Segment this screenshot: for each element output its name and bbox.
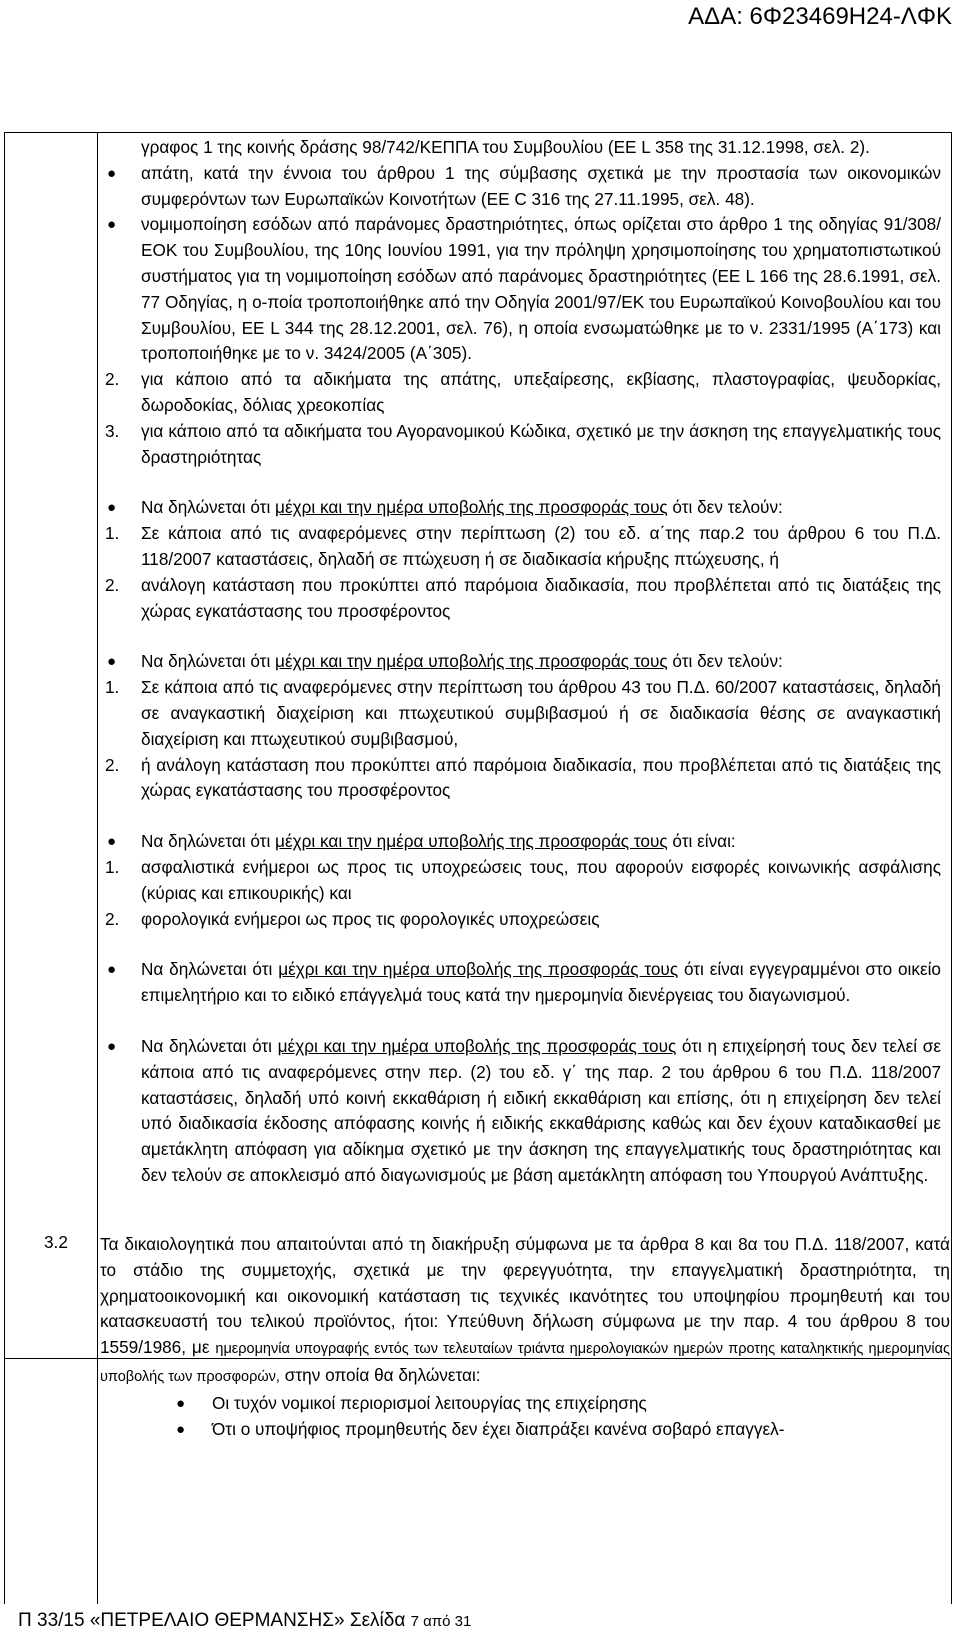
bullet-icon: ● xyxy=(107,833,117,851)
declaration-3-item-2: 2. φορολογικά ενήμεροι ως προς τις φορολογικές υποχρεώσεις xyxy=(105,908,600,929)
declaration-1-item-2: 2. ανάλογη κατάσταση που προκύπτει από παρόμοια διαδικασία, που προβλέπεται από τις διατάξεις της χώρας εγκατάστασης του προσφέροντος xyxy=(105,574,941,621)
section-bullet-legal: ● Οι τυχόν νομικοί περιορισμοί λειτουργίας της επιχείρησης xyxy=(100,1391,950,1417)
section-3-2-paragraph: Τα δικαιολογητικά που απαιτούνται από τη διακήρυξη σύμφωνα με τα άρθρα 8 και 8α του Π.Δ. 118/2007, κατά το στάδιο της συμμετοχής, σχετικά με την φερεγγυότητα, την επαγγελματική δραστηριότητα, τη χρηματοοικονομική και οικονομική κατάσταση τις τεχνικές ικανότητες του υποψηφίου προμηθευτή και του κατασκευαστή του τελικού προϊόντος, ήτοι: Υπεύθυνη δήλωση σύμφωνα με την παρ. 4 του άρθρου 8 του 1559/1986, με ημερομηνία υπογραφής εντός των τελευταίων τριάντα ημερολογιακών ημερών προτης καταληκτικής ημερομηνίας υποβολής των προσφορών, στην οποία θα δηλώνεται: xyxy=(100,1234,950,1385)
declaration-receivership: ● Να δηλώνεται ότι μέχρι και την ημέρα υποβολής της προσφοράς τους ότι δεν τελούν: xyxy=(105,649,941,675)
declaration-1-item-1: 1. Σε κάποια από τις αναφερόμενες στην περίπτωση (2) του εδ. α΄της παρ.2 του άρθρου 6 του Π.Δ. 118/2007 καταστάσεις, δηλαδή σε πτώχευση ή σε διαδικασία κήρυξης πτώχευσης, ή xyxy=(105,523,941,569)
continuation-paragraph: γραφος 1 της κοινής δράσης 98/742/ΚΕΠΠΑ του Συμβουλίου (ΕΕ L 358 της 31.12.1998, σελ. 2). xyxy=(141,137,870,157)
declaration-2-item-1: 1. Σε κάποια από τις αναφερόμενες στην περίπτωση του άρθρου 43 του Π.Δ. 60/2007 καταστάσεις, δηλαδή σε αναγκαστική διαχείριση και πτωχευτικού συμβιβασμού ή σε διαδικασία θέσης σε αναγκαστική διαχείριση και πτωχευτικού συμβιβασμού, xyxy=(105,677,941,749)
offence-item-3: 3. για κάποιο από τα αδικήματα του Αγορανομικού Κώδικα, σχετικό με την άσκηση της επαγγελματικής τους δραστηριότητας xyxy=(105,420,941,467)
column-divider xyxy=(97,133,98,1604)
declaration-liquidation: ● Να δηλώνεται ότι μέχρι και την ημέρα υποβολής της προσφοράς τους ότι η επιχείρησή τους δεν τελεί σε κάποια από τις αναφερόμενες στην περ. (2) του εδ. γ΄ της παρ. 2 του άρθρου 6 του Π.Δ. 118/2007 καταστάσεις, δηλαδή υπό κοινή εκκαθάριση ή ειδική εκκαθάριση και επίσης, ότι η επιχείρηση δεν τελεί υπό διαδικασία έκδοσης απόφασης κοινής ή ειδικής εκκαθάρισης καθώς και δεν έχουν καταδικασθεί με αμετάκλητη απόφαση για αδίκημα σχετικό με την άσκηση της επαγγελματικής τους δραστηριότητας και δεν τελούν σε αποκλεισμό από διαγωνισμούς με βάση αμετάκλητη απόφαση του Υπουργού Ανάπτυξης. xyxy=(107,1035,941,1185)
bullet-icon: ● xyxy=(107,216,117,234)
section-number: 3.2 xyxy=(44,1232,68,1252)
bullet-icon: ● xyxy=(107,961,117,979)
declaration-compliance: ● Να δηλώνεται ότι μέχρι και την ημέρα υποβολής της προσφοράς τους ότι είναι: xyxy=(105,829,941,855)
fraud-bullet: ● απάτη, κατά την έννοια του άρθρου 1 της σύμβασης σχετικά με την προστασία των οικονομικών συμφερόντων των Ευρωπαϊκών Κοινοτήτων (ΕΕ C 316 της 27.11.1995, σελ. 48). xyxy=(107,162,941,209)
ada-header: ΑΔΑ: 6Φ23469Η24-ΛΦΚ xyxy=(688,3,952,30)
declaration-2-item-2: 2. ή ανάλογη κατάσταση που προκύπτει από παρόμοια διαδικασία, που προβλέπεται από τις διατάξεις της χώρας εγκατάστασης του προσφέροντος xyxy=(105,754,941,801)
bullet-icon: ● xyxy=(107,653,117,671)
page-number: 7 xyxy=(410,1613,419,1630)
section-bullet-misconduct: ● Ότι ο υποψήφιος προμηθευτής δεν έχει διαπράξει κανένα σοβαρό επαγγελ- xyxy=(100,1417,950,1443)
declaration-chamber-registration: ● Να δηλώνεται ότι μέχρι και την ημέρα υποβολής της προσφοράς τους ότι είναι εγγεγραμμένοι στο οικείο επιμελητήριο και το ειδικό επάγγελμά τους κατά την ημερομηνία διενέργειας του διαγωνισμού. xyxy=(107,959,941,1006)
declaration-3-item-1: 1. ασφαλιστικά ενήμεροι ως προς τις υποχρεώσεις τους, που αφορούν εισφορές κοινωνικής ασφάλισης (κύριας και επικουρικής) και xyxy=(105,856,941,903)
declaration-bankruptcy: ● Να δηλώνεται ότι μέχρι και την ημέρα υποβολής της προσφοράς τους ότι δεν τελούν: xyxy=(105,495,941,521)
page-footer: Π 33/15 «ΠΕΤΡΕΛΑΙΟ ΘΕΡΜΑΝΣΗΣ» Σελίδα 7 από 31 xyxy=(18,1610,472,1631)
offence-item-2: 2. για κάποιο από τα αδικήματα της απάτης, υπεξαίρεσης, εκβίασης, πλαστογραφίας, ψευδορκίας, δωροδοκίας, δόλιας χρεοκοπίας xyxy=(105,369,941,415)
money-laundering-bullet: ● νομιμοποίηση εσόδων από παράνομες δραστηριότητες, όπως ορίζεται στο άρθρο 1 της οδηγίας 91/308/ΕΟΚ του Συμβουλίου, της 10ης Ιουνίου 1991, για την πρόληψη χρησιμοποίησης του χρηματοπιστωτικού συστήματος για τη νομιμοποίηση εσόδων από παράνομες δραστηριότητες (ΕΕ L 166 της 28.6.1991, σελ. 77 Οδηγίας, η ο-ποία τροποποιήθηκε από την Οδηγία 2001/97/ΕΚ του Ευρωπαϊκού Κοινοβουλίου και του Συμβουλίου, ΕΕ L 344 της 28.12.2001, σελ. 76), η οποία ενσωματώθηκε με το ν. 2331/1995 (Α΄173) και τροποποιήθηκε με το ν. 3424/2005 (Α΄305). xyxy=(107,214,941,364)
bullet-icon: ● xyxy=(176,1420,186,1438)
bullet-icon: ● xyxy=(176,1394,186,1412)
exclusion-criteria-cell xyxy=(105,135,941,1189)
bullet-icon: ● xyxy=(107,499,117,517)
bullet-icon: ● xyxy=(107,1037,117,1055)
section-3-2-text xyxy=(100,1232,950,1442)
bullet-icon: ● xyxy=(107,164,117,182)
page-total: 31 xyxy=(454,1613,472,1630)
